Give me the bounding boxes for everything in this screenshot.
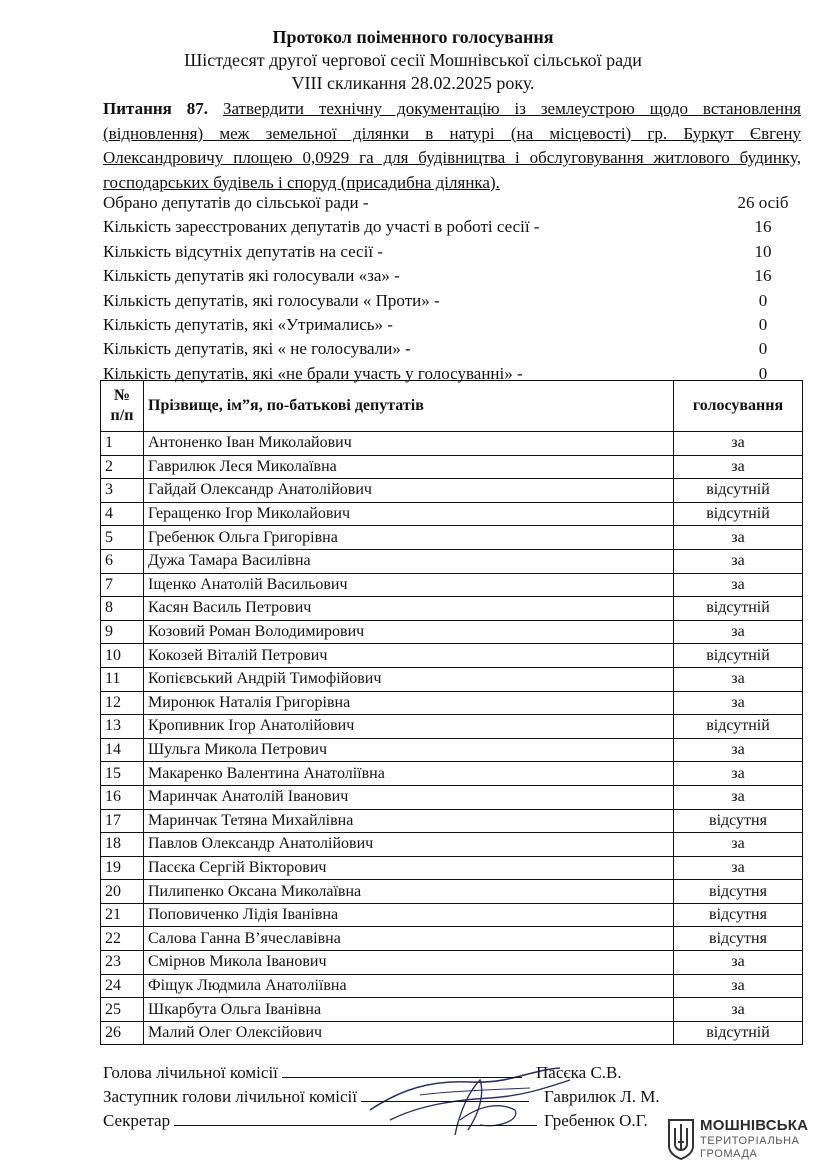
row-number: 13	[101, 715, 144, 739]
vote-result: відсутня	[674, 927, 803, 951]
stat-value: 16	[754, 266, 772, 286]
stat-value: 0	[758, 314, 768, 334]
deputy-name: Пасєка Сергій Вікторович	[144, 856, 674, 880]
session-line: Шістдесят другої чергової сесії Мошнівської сільської ради	[184, 50, 642, 70]
deputy-name: Салова Ганна В’ячеславівна	[144, 927, 674, 951]
table-row	[101, 880, 803, 904]
table-row	[101, 432, 803, 456]
vote-result: відсутній	[674, 479, 803, 503]
votes-table-header	[101, 381, 803, 432]
row-number: 2	[101, 455, 144, 479]
row-number: 20	[101, 880, 144, 904]
deputy-name: Козовий Роман Володимирович	[144, 620, 674, 644]
vote-result: відсутня	[674, 880, 803, 904]
table-row	[101, 549, 803, 573]
row-number: 18	[101, 833, 144, 857]
logo-subtitle-2: ГРОМАДА	[700, 1148, 758, 1160]
signature-row-chair	[103, 1063, 522, 1083]
vote-result: за	[674, 833, 803, 857]
deputy-name: Копієвський Андрій Тимофійович	[144, 667, 674, 691]
signature-name: Пасєка С.В.	[536, 1063, 622, 1082]
logo-subtitle: ТЕРИТОРІАЛЬНА	[700, 1135, 800, 1147]
deputy-name: Фіщук Людмила Анатоліївна	[144, 974, 674, 998]
row-number: 5	[101, 526, 144, 550]
deputy-name: Павлов Олександр Анатолійович	[144, 833, 674, 857]
vote-result: за	[674, 691, 803, 715]
table-row	[101, 691, 803, 715]
column-header-number: № п/п	[101, 381, 144, 432]
column-header-vote: голосування	[674, 381, 803, 432]
vote-result: за	[674, 738, 803, 762]
row-number: 19	[101, 856, 144, 880]
row-number: 14	[101, 738, 144, 762]
stat-value: 16	[754, 217, 772, 237]
stat-row	[103, 192, 803, 216]
vote-stats	[103, 192, 803, 387]
stat-label: Обрано депутатів до сільської ради -	[103, 193, 369, 212]
table-row	[101, 974, 803, 998]
votes-table	[100, 380, 803, 1045]
row-number: 4	[101, 502, 144, 526]
row-number: 23	[101, 951, 144, 975]
signature-role: Секретар	[103, 1111, 171, 1130]
table-row	[101, 715, 803, 739]
signature-name: Гребенюк О.Г.	[544, 1111, 648, 1130]
question-text: Затвердити технічну документацію із землеустрою щодо встановлення (відновлення) меж земельної ділянки в натурі (на місцевості) гр. Буркут Євгену Олександровичу площею 0,0929 га для будівництва і обслуговування житлового будинку, господарських будівель і споруд (присадибна ділянка).	[103, 99, 801, 192]
signature-line	[361, 1087, 529, 1102]
row-number: 6	[101, 549, 144, 573]
stat-row	[103, 338, 803, 362]
vote-result: за	[674, 667, 803, 691]
stat-label: Кількість депутатів, які « не голосували» -	[103, 339, 411, 359]
table-row	[101, 762, 803, 786]
vote-result: за	[674, 526, 803, 550]
row-number: 26	[101, 1021, 144, 1045]
question-block	[103, 97, 801, 195]
column-header-name: Прізвище, ім”я, по-батькові депутатів	[144, 381, 674, 432]
vote-result: за	[674, 762, 803, 786]
stat-value: 0	[758, 363, 768, 383]
table-row	[101, 667, 803, 691]
vote-result: за	[674, 856, 803, 880]
vote-result: відсутня	[674, 903, 803, 927]
vote-result: за	[674, 549, 803, 573]
deputy-name: Макаренко Валентина Анатоліївна	[144, 762, 674, 786]
vote-result: відсутній	[674, 597, 803, 621]
stat-label: Кількість депутатів, які «Утримались» -	[103, 314, 393, 334]
stat-label: Кількість депутатів, які голосували « Проти» -	[103, 290, 440, 310]
deputy-name: Кокозей Віталій Петрович	[144, 644, 674, 668]
signature-line	[174, 1111, 537, 1126]
row-number: 7	[101, 573, 144, 597]
deputy-name: Кропивник Ігор Анатолійович	[144, 715, 674, 739]
question-label: Питання 87.	[103, 99, 209, 118]
deputy-name: Пилипенко Оксана Миколаївна	[144, 880, 674, 904]
table-row	[101, 620, 803, 644]
table-row	[101, 1021, 803, 1045]
table-row	[101, 785, 803, 809]
row-number: 8	[101, 597, 144, 621]
row-number: 24	[101, 974, 144, 998]
stat-row	[103, 314, 803, 338]
deputy-name: Смірнов Микола Іванович	[144, 951, 674, 975]
stat-label: Кількість відсутніх депутатів на сесії -	[103, 241, 383, 261]
row-number: 3	[101, 479, 144, 503]
vote-result: відсутня	[674, 809, 803, 833]
tryzub-icon	[666, 1116, 696, 1160]
community-logo	[666, 1114, 816, 1164]
table-row	[101, 809, 803, 833]
deputy-name: Дужа Тамара Василівна	[144, 549, 674, 573]
table-row	[101, 833, 803, 857]
deputy-name: Гайдай Олександр Анатолійович	[144, 479, 674, 503]
logo-title: МОШНІВСЬКА	[700, 1117, 809, 1134]
vote-result: за	[674, 974, 803, 998]
table-row	[101, 856, 803, 880]
table-row	[101, 597, 803, 621]
stat-value: 26 осіб	[737, 193, 789, 212]
row-number: 9	[101, 620, 144, 644]
row-number: 22	[101, 927, 144, 951]
row-number: 17	[101, 809, 144, 833]
deputy-name: Іщенко Анатолій Васильович	[144, 573, 674, 597]
vote-result: відсутній	[674, 1021, 803, 1045]
table-row	[101, 455, 803, 479]
deputy-name: Шкарбута Ольга Іванівна	[144, 998, 674, 1022]
stat-value: 0	[758, 290, 768, 310]
deputy-name: Касян Василь Петрович	[144, 597, 674, 621]
vote-result: за	[674, 455, 803, 479]
table-row	[101, 573, 803, 597]
stat-row	[103, 265, 803, 289]
deputy-name: Гребенюк Ольга Григорівна	[144, 526, 674, 550]
row-number: 10	[101, 644, 144, 668]
vote-result: за	[674, 998, 803, 1022]
stat-value: 10	[754, 241, 772, 261]
table-row	[101, 644, 803, 668]
row-number: 16	[101, 785, 144, 809]
stat-value: 0	[758, 339, 768, 359]
row-number: 11	[101, 667, 144, 691]
table-row	[101, 927, 803, 951]
stat-label: Кількість депутатів які голосували «за» -	[103, 266, 400, 286]
table-row	[101, 951, 803, 975]
document-title: Протокол поіменного голосування	[272, 27, 554, 47]
row-number: 21	[101, 903, 144, 927]
table-row	[101, 738, 803, 762]
vote-result: відсутній	[674, 502, 803, 526]
stat-label: Кількість депутатів, які «не брали участь у голосуванні» -	[103, 363, 523, 383]
vote-result: за	[674, 951, 803, 975]
row-number: 25	[101, 998, 144, 1022]
stat-row	[103, 241, 803, 265]
row-number: 12	[101, 691, 144, 715]
stat-row	[103, 290, 803, 314]
vote-result: за	[674, 432, 803, 456]
stat-row	[103, 216, 803, 240]
vote-result: за	[674, 785, 803, 809]
signature-role: Голова лічильної комісії	[103, 1063, 278, 1082]
deputy-name: Поповиченко Лідія Іванівна	[144, 903, 674, 927]
deputy-name: Геращенко Ігор Миколайович	[144, 502, 674, 526]
deputy-name: Шульга Микола Петрович	[144, 738, 674, 762]
deputy-name: Маринчак Тетяна Михайлівна	[144, 809, 674, 833]
stat-label: Кількість зареєстрованих депутатів до участі в роботі сесії -	[103, 217, 540, 237]
table-row	[101, 479, 803, 503]
deputy-name: Маринчак Анатолій Іванович	[144, 785, 674, 809]
table-row	[101, 526, 803, 550]
deputy-name: Малий Олег Олексійович	[144, 1021, 674, 1045]
signature-row-deputy-chair	[103, 1087, 529, 1107]
row-number: 15	[101, 762, 144, 786]
deputy-name: Антоненко Іван Миколайович	[144, 432, 674, 456]
signature-name: Гаврилюк Л. М.	[544, 1087, 660, 1106]
table-row	[101, 903, 803, 927]
vote-result: відсутній	[674, 644, 803, 668]
table-row	[101, 998, 803, 1022]
row-number: 1	[101, 432, 144, 456]
deputy-name: Миронюк Наталія Григорівна	[144, 691, 674, 715]
convocation-date-line: VIII скликання 28.02.2025 року.	[291, 73, 535, 93]
signature-role: Заступник голови лічильної комісії	[103, 1087, 358, 1106]
vote-result: відсутній	[674, 715, 803, 739]
deputy-name: Гаврилюк Леся Миколаївна	[144, 455, 674, 479]
signature-row-secretary	[103, 1111, 537, 1131]
signature-line	[282, 1063, 522, 1078]
vote-result: за	[674, 620, 803, 644]
table-row	[101, 502, 803, 526]
vote-result: за	[674, 573, 803, 597]
